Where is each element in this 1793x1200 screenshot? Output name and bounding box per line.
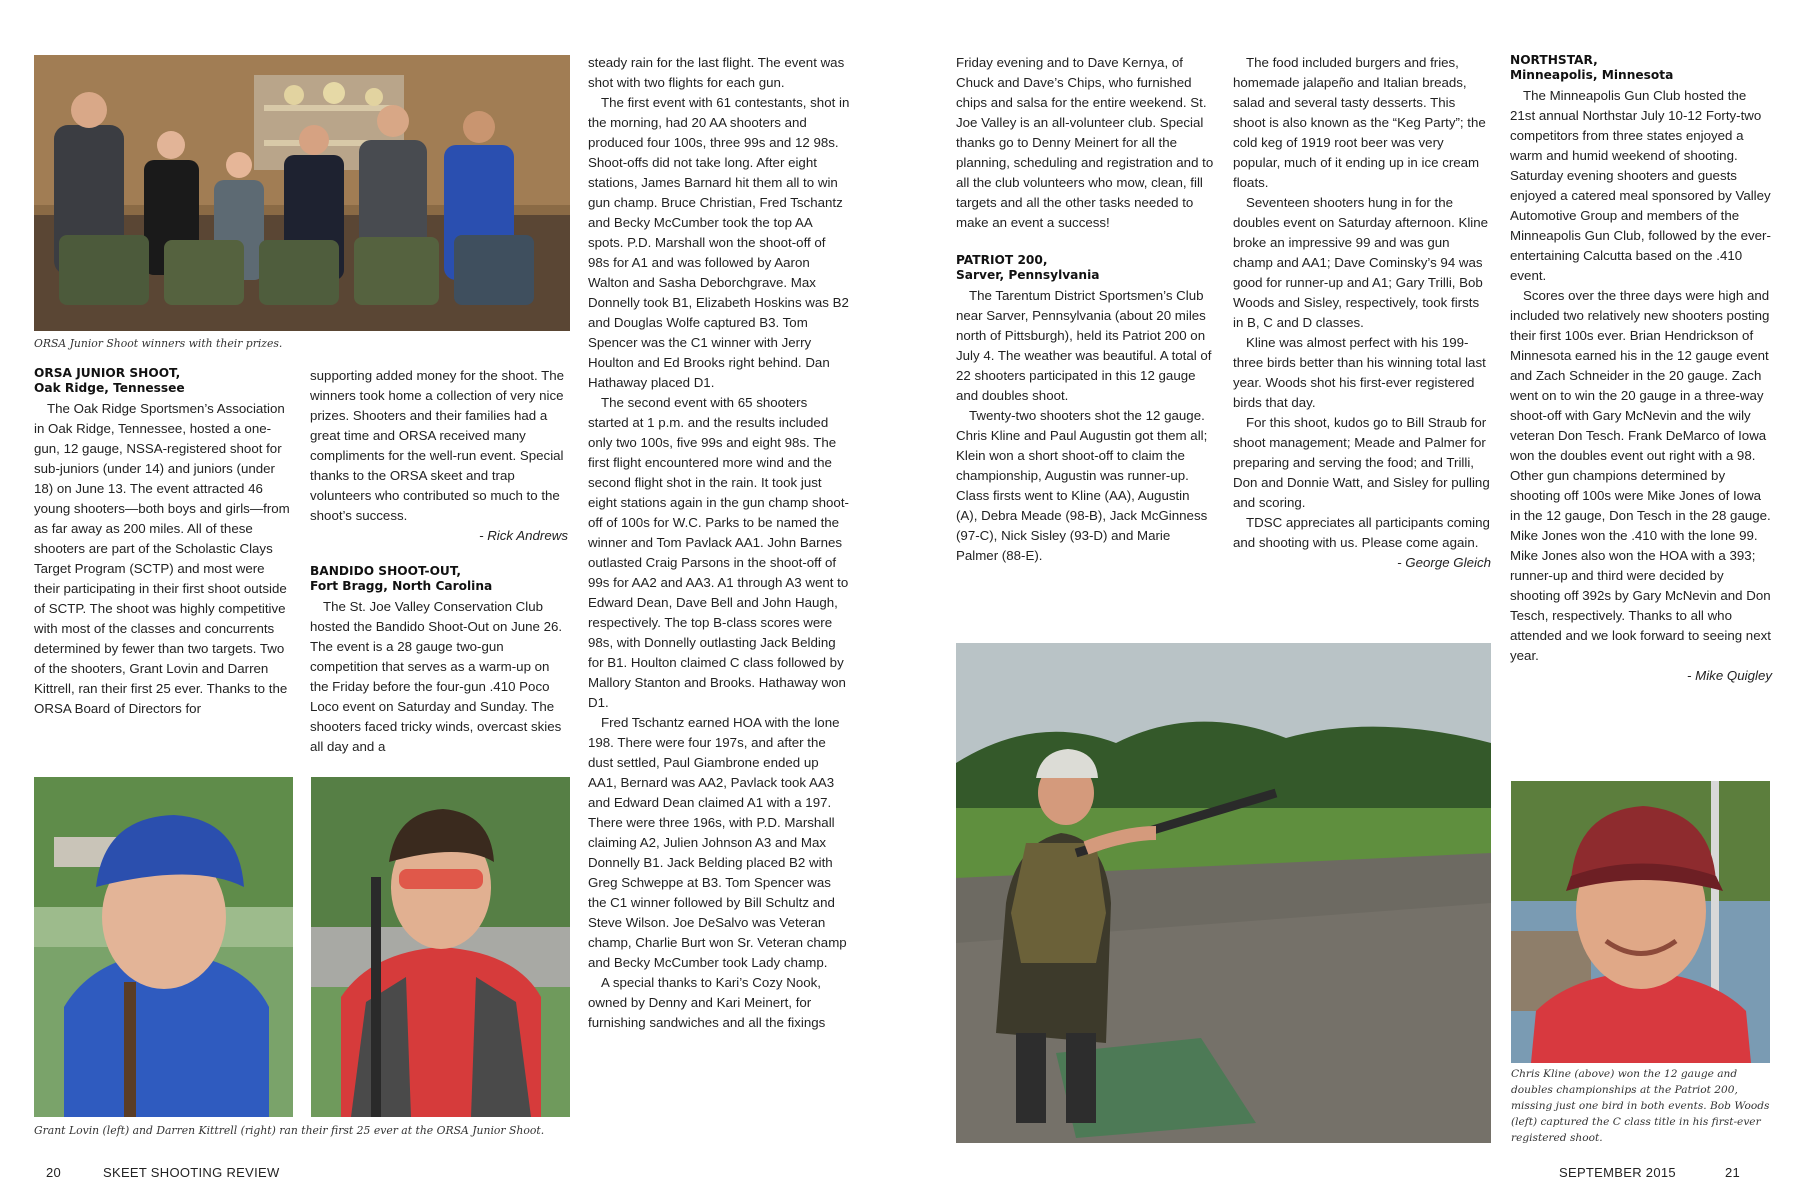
orsa-paragraph-cont: supporting added money for the shoot. The winners took home a collection of very nice prizes. Shooters and their families had a great time and ORSA received many compliments for the well-run event. Special thanks to the ORSA skeet and trap volunteers who contributed so much to the shoot’s success. bbox=[310, 368, 565, 523]
bandido-location: Fort Bragg, North Carolina bbox=[310, 579, 493, 593]
orsa-article-col1 bbox=[34, 366, 290, 719]
patriot-paragraph: Kline was almost perfect with his 199- three birds better than his winning total last year. Woods shot his first-ever registered birds that day. bbox=[1233, 335, 1486, 410]
northstar-heading: NORTHSTAR, bbox=[1510, 53, 1598, 67]
chris-kline-photo bbox=[1511, 781, 1770, 1063]
patriot-byline: - George Gleich bbox=[1397, 555, 1491, 570]
bottom-photo-caption: Grant Lovin (left) and Darren Kittrell (right) ran their first 25 ever at the ORSA Junior Shoot. bbox=[34, 1124, 545, 1137]
orsa-byline: - Rick Andrews bbox=[479, 528, 568, 543]
orsa-winners-photo bbox=[34, 55, 570, 331]
patriot-location: Sarver, Pennsylvania bbox=[956, 268, 1100, 282]
bob-woods-shooting-photo bbox=[956, 643, 1491, 1143]
magazine-title: SKEET SHOOTING REVIEW bbox=[103, 1165, 280, 1180]
patriot-paragraph: The food included burgers and fries, homemade jalapeño and Italian breads, salad and several tasty desserts. This shoot is also known as the “Keg Party”; the cold keg of 1919 root beer was very popular, much of it ending up in ice cream floats. bbox=[1233, 55, 1486, 190]
kline-photo-caption: Chris Kline (above) won the 12 gauge and doubles championships at the Patriot 200, missing just one bird in both events. Bob Woods (left) captured the C class title in his first-ever registered shoot. bbox=[1511, 1068, 1770, 1144]
bandido-paragraph-cont: Friday evening and to Dave Kernya, of Chuck and Dave’s Chips, who furnished chips and salsa for the entire weekend. St. Joe Valley is an all-volunteer club. Special thanks go to Denny Meinert for all the planning, scheduling and registration and to all the club volunteers who mow, clean, fill targets and all the other tasks needed to make an event a success! bbox=[956, 55, 1214, 230]
grant-lovin-photo bbox=[34, 777, 293, 1117]
orsa-paragraph: The Oak Ridge Sportsmen’s Association in Oak Ridge, Tennessee, hosted a one-gun, 12 gauge, NSSA-registered shoot for sub-juniors (under 14) and juniors (under 18) on June 13. The event attracted 46 young shooters—both boys and girls—from as far away as 200 miles. All of these shooters are part of the Scholastic Clays Target Program (SCTP) and most were their participating in their first shoot outside of SCTP. The shoot was highly competitive with most of the classes and concurrents determined by fewer than two targets. Two of the shooters, Grant Lovin and Darren Kittrell, ran their first 25 ever. Thanks to the ORSA Board of Directors for bbox=[34, 401, 290, 716]
bandido-paragraph: The St. Joe Valley Conservation Club hosted the Bandido Shoot-Out on June 26. The event is a 28 gauge two-gun competition that serves as a warm-up on the Friday before the four-gun .410 Poco Loco event on Saturday and Sunday. The shooters faced tricky winds, overcast skies all day and a bbox=[310, 599, 563, 754]
issue-date: SEPTEMBER 2015 bbox=[1559, 1165, 1676, 1180]
patriot-paragraph: TDSC appreciates all participants coming and shooting with us. Please come again. bbox=[1233, 515, 1490, 550]
patriot-paragraph: For this shoot, kudos go to Bill Straub for shoot management; Meade and Palmer for preparing and serving the food; and Trilli, Don and Donnie Watt, and Sisley for pulling and scoring. bbox=[1233, 415, 1490, 510]
darren-kittrell-photo bbox=[311, 777, 570, 1117]
left-page-number: 20 bbox=[46, 1165, 62, 1180]
bandido-heading: BANDIDO SHOOT-OUT, bbox=[310, 564, 462, 578]
northstar-location: Minneapolis, Minnesota bbox=[1510, 68, 1674, 82]
orsa-article-col2 bbox=[310, 366, 568, 757]
northstar-byline: - Mike Quigley bbox=[1687, 668, 1772, 683]
right-page-number: 21 bbox=[1725, 1165, 1741, 1180]
right-col2 bbox=[1233, 53, 1491, 573]
bandido-paragraph: A special thanks to Kari’s Cozy Nook, owned by Denny and Kari Meinert, for furnishing sandwiches and all the fixings bbox=[588, 975, 826, 1030]
patriot-paragraph: Twenty-two shooters shot the 12 gauge. Chris Kline and Paul Augustin got them all; Klein won a short shoot-off to claim the championship, Augustin was runner-up. Class firsts went to Kline (AA), Augustin (A), Debra Meade (98-B), Jack McGinness (97-C), Nick Sisley (93-D) and Marie Palmer (88-E). bbox=[956, 408, 1208, 563]
right-col3 bbox=[1510, 53, 1772, 686]
right-col1 bbox=[956, 53, 1214, 566]
patriot-paragraph: Seventeen shooters hung in for the doubles event on Saturday afternoon. Kline broke an impressive 99 and was gun champ and AA1; Dave Cominsky’s 94 was good for runner-up and A1; Gary Trilli, Bob Woods and Sisley, respectively, took firsts in B, C and D classes. bbox=[1233, 195, 1489, 330]
bandido-paragraph-cont: steady rain for the last flight. The event was shot with two flights for each gun. bbox=[588, 55, 845, 90]
northstar-paragraph: The Minneapolis Gun Club hosted the 21st annual Northstar July 10-12 Forty-two competitors from three states enjoyed a warm and humid weekend of shooting. Saturday evening shooters and guests enjoyed a catered meal sponsored by Valley Automotive Group and members of the Minneapolis Gun Club, followed by the ever-entertaining Calcutta based on the .410 event. bbox=[1510, 88, 1771, 283]
orsa-heading: ORSA JUNIOR SHOOT, bbox=[34, 366, 181, 380]
bandido-paragraph: The second event with 65 shooters started at 1 p.m. and the results included only two 100s, five 99s and eight 98s. The first flight encountered more wind and the second flight shot in the rain. It took just eight stations again in the gun champ shoot-off of 100s for W.C. Parks to be named the winner and Tom Pavlack AA1. John Barnes outlasted Craig Parsons in the shoot-off of 99s for AA2 and AA3. A1 through A3 went to Edward Dean, Dave Bell and John Haugh, respectively. The top B-class scores were 98s, with Donnelly outlasting Jack Belding for B1. Houlton claimed C class followed by Mallory Stanton and Brooks. Hathaway won D1. bbox=[588, 395, 849, 710]
bandido-paragraph: The first event with 61 contestants, shot in the morning, had 20 AA shooters and produced four 100s, three 99s and 12 98s. Shoot-offs did not take long. After eight stations, James Barnard hit them all to win gun champ. Bruce Christian, Fred Tschantz and Becky McCumber took the top AA spots. P.D. Marshall won the shoot-off of 98s for A1 and was followed by Aaron Walton and Sasha Deborchgrave. Max Donnelly took B1, Elizabeth Hoskins was B2 and Douglas Wolfe captured B3. Tom Spencer was the C1 winner with Jerry Houlton and Ed Brooks right behind. Dan Hathaway placed D1. bbox=[588, 95, 850, 390]
patriot-paragraph: The Tarentum District Sportsmen’s Club near Sarver, Pennsylvania (about 20 miles north of Pittsburgh), held its Patriot 200 on July 4. The weather was beautiful. A total of 22 shooters participated in this 12 gauge and doubles shoot. bbox=[956, 288, 1212, 403]
bandido-paragraph: Fred Tschantz earned HOA with the lone 198. There were four 197s, and after the dust settled, Paul Giambrone ended up AA1, Bernard was AA2, Pavlack took AA3 and Edward Dean claimed A1 with a 197. There were three 196s, with P.D. Marshall claiming A2, Julien Johnson A3 and Max Donnelly B1. Jack Belding placed B2 with Greg Schweppe at B3. Tom Spencer was the C1 winner followed by Bill Schultz and Steve Wilson. Joe DeSalvo was Veteran champ, Charlie Burt won Sr. Veteran champ and Becky McCumber took Lady champ. bbox=[588, 715, 847, 970]
bandido-article-col3 bbox=[588, 53, 850, 1033]
right-page bbox=[896, 0, 1793, 1200]
left-page bbox=[0, 0, 896, 1200]
patriot-heading: PATRIOT 200, bbox=[956, 253, 1048, 267]
orsa-photo-caption: ORSA Junior Shoot winners with their prizes. bbox=[34, 337, 283, 350]
orsa-location: Oak Ridge, Tennessee bbox=[34, 381, 185, 395]
northstar-paragraph: Scores over the three days were high and included two relatively new shooters posting their first 100s ever. Brian Hendrickson of Minnesota earned his in the 12 gauge event and Zach Schneider in the 20 gauge. Zach went on to win the 20 gauge in a three-way shoot-off with Gary McNevin and the wily veteran Don Tesch. Frank DeMarco of Iowa won the doubles event out right with a 98. Other gun champions determined by shooting off 100s were Mike Jones of Iowa in the 12 gauge, Don Tesch in the 28 gauge. Mike Jones won the .410 with the lone 99. Mike Jones also won the HOA with a 393; runner-up and third were decided by shooting off 392s by Gary McNevin and Don Tesch, respectively. Thanks to all who attended and we look forward to seeing next year. bbox=[1510, 288, 1771, 663]
